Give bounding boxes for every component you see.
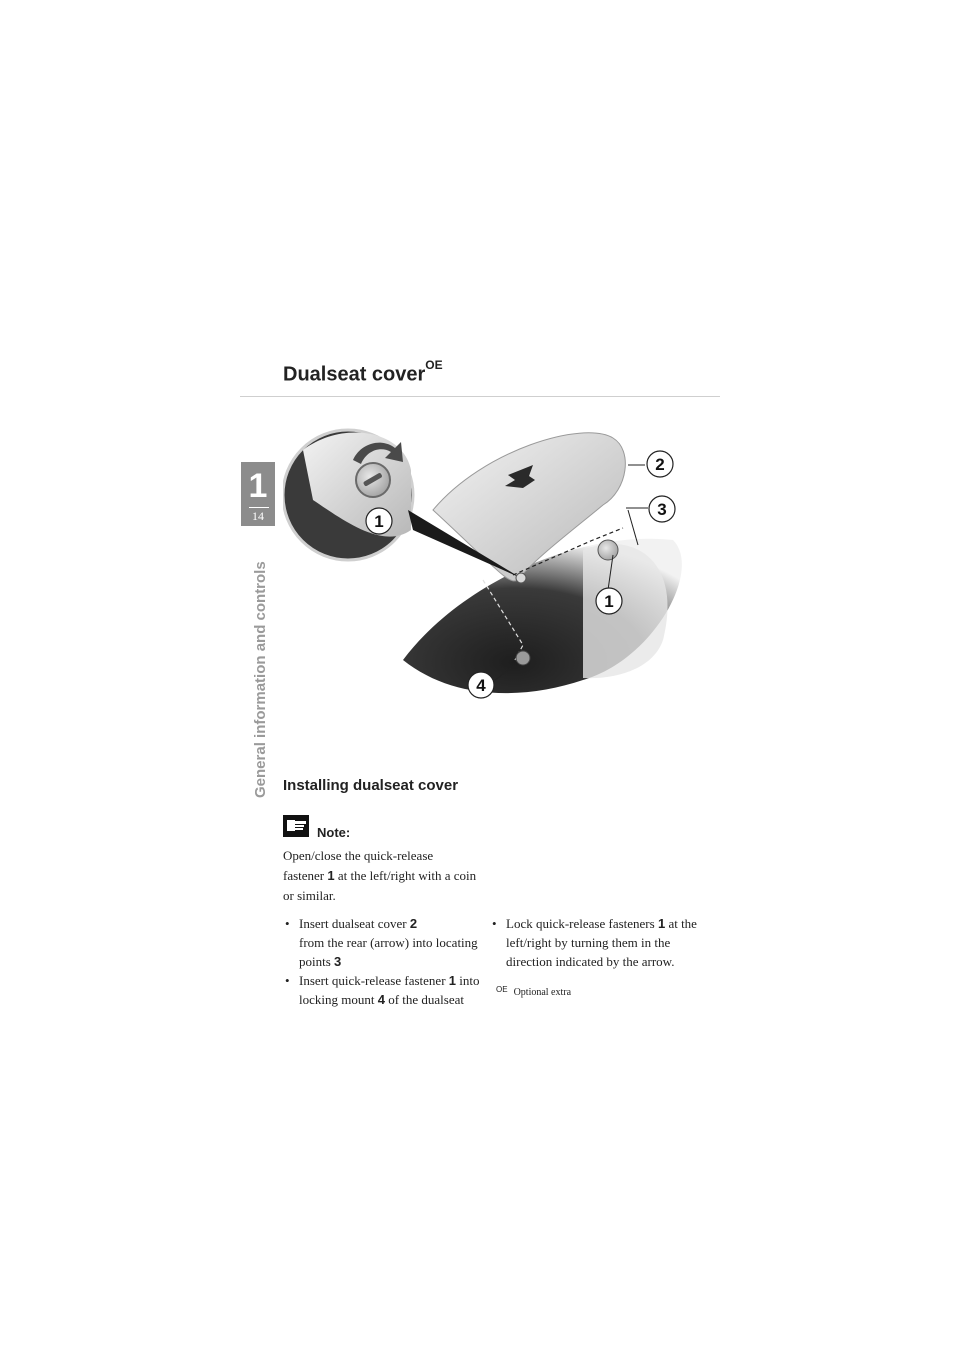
step-2-ref: 1: [448, 973, 457, 988]
bullet-dot: •: [285, 973, 290, 988]
bullet-dot: •: [492, 916, 497, 931]
callout-4-label: 4: [476, 676, 486, 695]
callout-3: [649, 496, 675, 522]
step-1-ref-3: 3: [334, 954, 342, 969]
locking-mount: [516, 651, 530, 665]
footnote-text: Optional extra: [513, 987, 572, 998]
tail-fairing-shape: [583, 544, 668, 678]
note-line-2-pre: fastener: [283, 868, 328, 883]
step-1-line-3: points: [299, 954, 335, 969]
step-2-line-2: locking mount: [299, 992, 378, 1007]
note-ref-1: 1: [327, 868, 335, 883]
note-label: Note:: [317, 825, 351, 840]
note-hand-icon: [283, 815, 309, 837]
bullet-dot: •: [285, 916, 290, 931]
page-number: 14: [252, 509, 264, 523]
page-title: [283, 358, 443, 387]
footnote-mark: OE: [496, 985, 508, 994]
step-3-ref: 1: [657, 916, 666, 931]
step-item: [283, 971, 498, 1009]
step-3-line-2: left/right by turning them in the: [506, 935, 671, 950]
step-3-line-3: direction indicated by the arrow.: [506, 954, 675, 969]
step-item: [490, 914, 710, 971]
optional-extra-mark: OE: [425, 358, 443, 372]
fastener-point-right: [598, 540, 618, 560]
section-heading: Installing dualseat cover: [283, 777, 459, 794]
callout-1-detail: [366, 508, 392, 534]
step-1-ref: 2: [409, 916, 418, 931]
note-text: [283, 846, 483, 906]
callout-2-label: 2: [655, 455, 665, 474]
callout-1: [596, 588, 622, 614]
page-title-text: Dualseat cover: [283, 363, 426, 386]
step-1-text: Insert dualseat cover: [299, 916, 410, 931]
chapter-divider: [249, 507, 269, 508]
step-1-line-2: from the rear (arrow) into locating: [299, 935, 478, 950]
step-2-ref-4: 4: [377, 992, 385, 1007]
chapter-side-label: General information and controls: [252, 561, 269, 798]
step-item: [283, 914, 498, 971]
steps-column-left: [283, 914, 498, 1009]
chapter-number: 1: [248, 467, 268, 505]
step-2-text: Insert quick-release fastener: [299, 973, 449, 988]
note-line-2-post: at the left/right with a coin: [334, 868, 477, 883]
dualseat-cover-illustration: [283, 410, 720, 760]
step-3-text-post: at the: [665, 916, 697, 931]
fastener-point: [516, 573, 526, 583]
note-line-3: or similar.: [283, 888, 336, 903]
step-2-text-post: into: [456, 973, 480, 988]
footnote: [496, 987, 571, 998]
callout-4: [468, 672, 494, 698]
callout-1-detail-label: 1: [374, 512, 384, 531]
callout-1-label: 1: [604, 592, 614, 611]
callout-3-label: 3: [657, 500, 667, 519]
steps-column-right: [490, 914, 710, 971]
callout-2: [647, 451, 673, 477]
title-divider: [240, 396, 720, 397]
step-3-text: Lock quick-release fasteners: [506, 916, 658, 931]
note-line-1: Open/close the quick-release: [283, 848, 434, 863]
step-2-line-2-post: of the dualseat: [384, 992, 465, 1007]
